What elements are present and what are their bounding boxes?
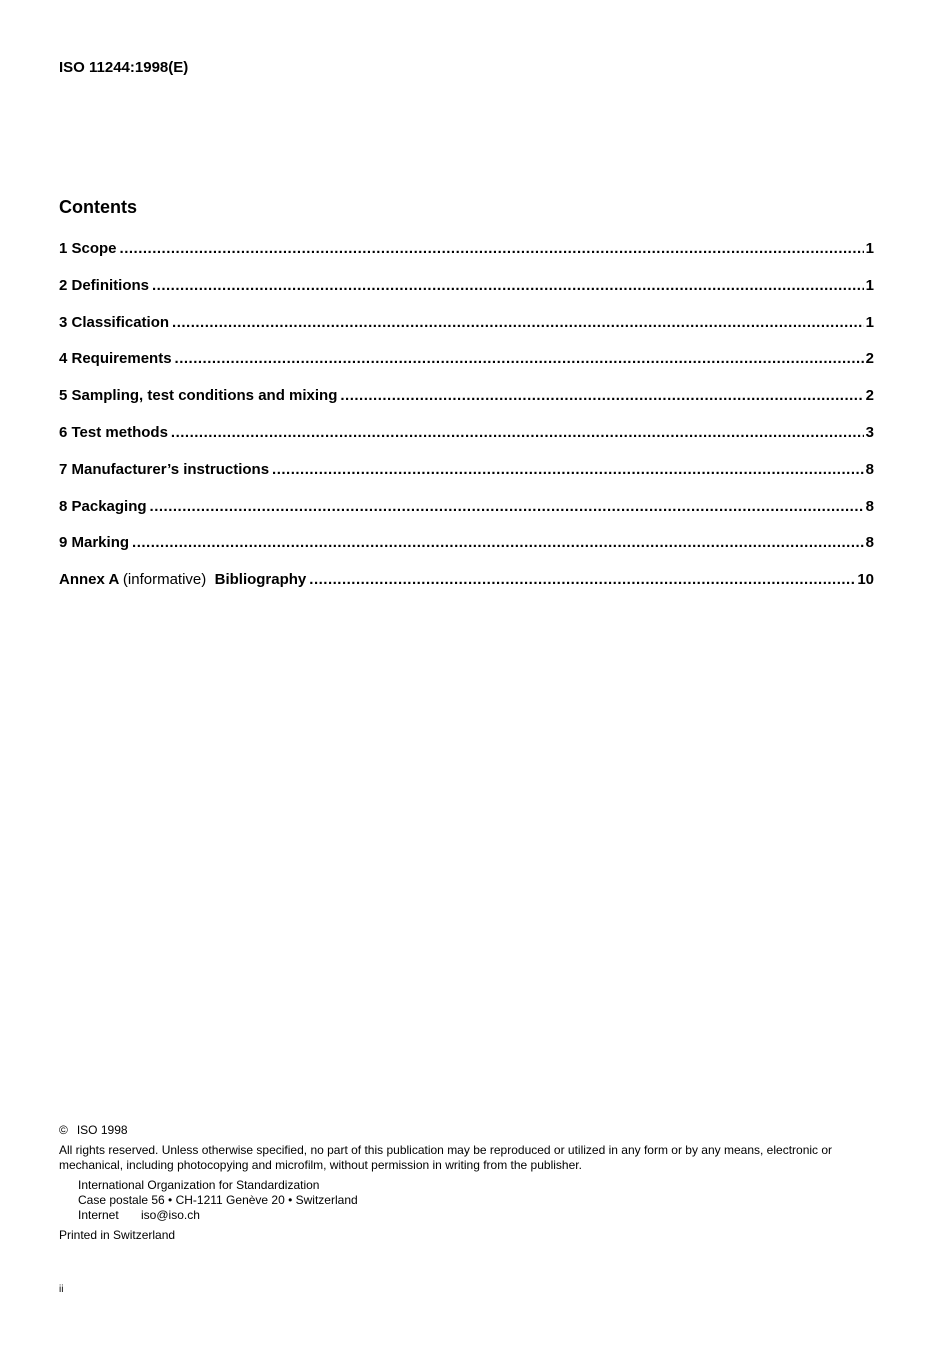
copyright-footer xyxy=(59,1123,874,1243)
toc-annex-label-group xyxy=(59,571,306,588)
copyright-text: ISO 1998 xyxy=(76,1123,128,1137)
toc-entry-annex-a[interactable] xyxy=(59,571,874,608)
toc-entry-label: 2 Definitions xyxy=(59,276,150,294)
document-id: ISO 11244:1998(E) xyxy=(59,59,189,76)
toc-entry-page: 10 xyxy=(857,571,874,589)
org-name: International Organization for Standardization xyxy=(78,1178,320,1192)
toc-leader-dots xyxy=(309,571,855,588)
printed-in: Printed in Switzerland xyxy=(59,1228,176,1242)
toc-entry-definitions[interactable] xyxy=(59,277,874,314)
toc-entry-label: 3 Classification xyxy=(59,313,170,331)
toc-entry-label: 6 Test methods xyxy=(59,423,168,441)
annex-qualifier: (informative) xyxy=(122,571,207,589)
copyright-icon: © xyxy=(59,1123,68,1137)
toc-leader-dots xyxy=(340,387,863,404)
toc-leader-dots xyxy=(132,534,864,551)
toc-entry-page: 2 xyxy=(865,350,874,368)
toc-entry-label: 9 Marking xyxy=(59,534,130,552)
page-number: ii xyxy=(59,1284,64,1295)
toc-entry-page: 1 xyxy=(865,276,874,294)
toc-entry-page: 1 xyxy=(865,313,874,331)
toc-entry-page: 2 xyxy=(865,387,874,405)
toc-entry-label: 4 Requirements xyxy=(59,350,172,368)
toc-entry-packaging[interactable] xyxy=(59,498,874,535)
contents-heading: Contents xyxy=(59,197,137,217)
internet-label: Internet xyxy=(78,1208,119,1222)
rights-statement: All rights reserved. Unless otherwise specified, no part of this publication may be reproduced or utilized in any form or by any means, electronic or mechanical, including photocopying and microfilm, without permission in writing from the publisher. xyxy=(59,1143,833,1172)
toc-entry-label: 8 Packaging xyxy=(59,497,147,515)
toc-leader-dots xyxy=(152,277,864,294)
toc-entry-page: 3 xyxy=(865,423,874,441)
toc-leader-dots xyxy=(272,461,864,478)
toc-entry-test-methods[interactable] xyxy=(59,424,874,461)
toc-entry-label: 5 Sampling, test conditions and mixing xyxy=(59,387,338,405)
toc-entry-label: 7 Manufacturer’s instructions xyxy=(59,460,270,478)
toc-entry-page: 8 xyxy=(865,497,874,515)
annex-label: Annex A xyxy=(59,571,119,589)
toc-entry-page: 8 xyxy=(865,534,874,552)
toc-leader-dots xyxy=(120,240,864,257)
copyright-line xyxy=(59,1123,874,1138)
toc-entry-requirements[interactable] xyxy=(59,350,874,387)
internet-email[interactable]: iso@iso.ch xyxy=(141,1208,200,1222)
toc-entry-manufacturers-instructions[interactable] xyxy=(59,461,874,498)
toc-entry-classification[interactable] xyxy=(59,314,874,351)
toc-entry-scope[interactable] xyxy=(59,240,874,277)
toc-leader-dots xyxy=(175,350,864,367)
toc-entry-page: 8 xyxy=(865,460,874,478)
toc-entry-sampling[interactable] xyxy=(59,387,874,424)
annex-title: Bibliography xyxy=(214,571,307,589)
toc-leader-dots xyxy=(172,314,864,331)
table-of-contents xyxy=(59,240,874,608)
toc-leader-dots xyxy=(150,498,864,515)
postal-address: Case postale 56 • CH-1211 Genève 20 • Switzerland xyxy=(78,1193,358,1207)
internet-line xyxy=(78,1208,874,1223)
publisher-address xyxy=(59,1178,874,1223)
toc-entry-page: 1 xyxy=(865,240,874,257)
toc-leader-dots xyxy=(171,424,864,441)
toc-entry-label: 1 Scope xyxy=(59,240,117,257)
toc-entry-marking[interactable] xyxy=(59,534,874,571)
